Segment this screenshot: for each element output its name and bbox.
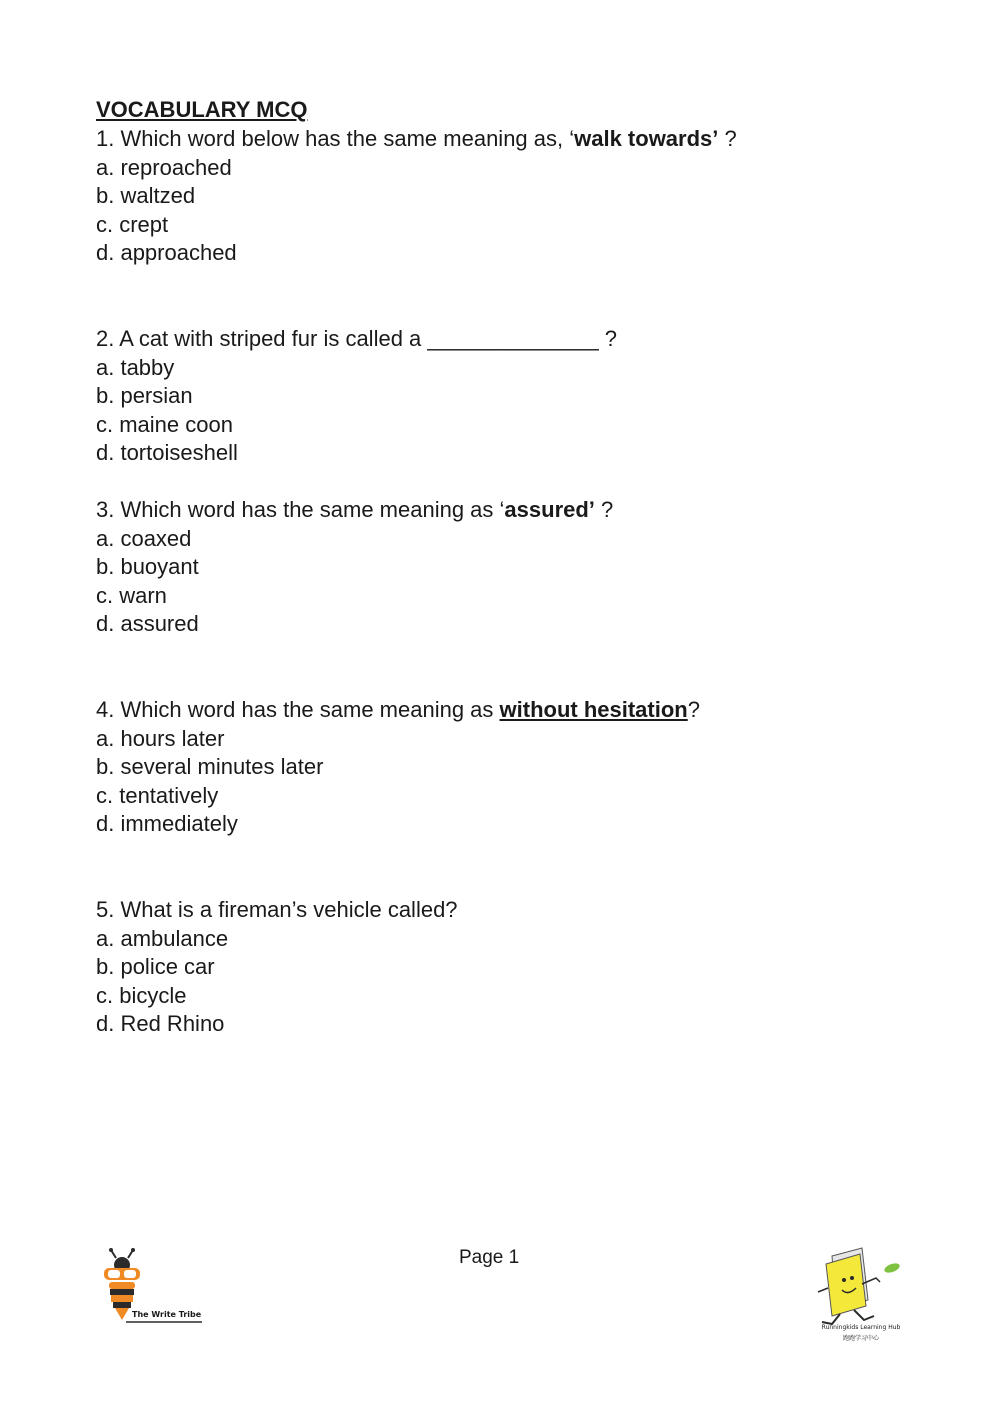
question-1-option-a: a. reproached bbox=[96, 155, 232, 180]
write-tribe-logo-text: The Write Tribe bbox=[132, 1310, 202, 1319]
question-4-option-d: d. immediately bbox=[96, 811, 238, 836]
question-3-text: 3. Which word has the same meaning as ‘ bbox=[96, 497, 505, 522]
question-4-text: 4. Which word has the same meaning as bbox=[96, 697, 500, 722]
question-1-keyword: walk towards’ bbox=[574, 126, 719, 151]
question-3-end: ? bbox=[594, 497, 614, 522]
question-2-option-c: c. maine coon bbox=[96, 412, 233, 437]
question-4-option-c: c. tentatively bbox=[96, 783, 219, 808]
question-4-end: ? bbox=[687, 697, 700, 722]
question-3-option-d: d. assured bbox=[96, 611, 199, 636]
question-2-option-d: d. tortoiseshell bbox=[96, 440, 238, 465]
question-3-option-a: a. coaxed bbox=[96, 526, 192, 551]
question-2: 2. A cat with striped fur is called a ______________ ? bbox=[96, 326, 618, 351]
question-3 bbox=[96, 496, 613, 524]
question-1-option-b: b. waltzed bbox=[96, 183, 196, 208]
runningkids-logo bbox=[806, 1244, 916, 1344]
question-1 bbox=[96, 125, 737, 153]
question-2-option-a: a. tabby bbox=[96, 355, 175, 380]
write-tribe-logo bbox=[96, 1248, 208, 1328]
question-1-text: 1. Which word below has the same meaning as, ‘ bbox=[96, 126, 575, 151]
question-4-option-a: a. hours later bbox=[96, 726, 225, 751]
question-5-option-a: a. ambulance bbox=[96, 926, 229, 951]
question-4 bbox=[96, 696, 700, 724]
runningkids-logo-text: Runningkids Learning Hub bbox=[821, 1324, 901, 1331]
question-2-option-b: b. persian bbox=[96, 383, 193, 408]
question-1-option-c: c. crept bbox=[96, 212, 169, 237]
question-1-end: ? bbox=[718, 126, 737, 151]
question-5-option-c: c. bicycle bbox=[96, 983, 187, 1008]
page-number: Page 1 bbox=[459, 1247, 520, 1268]
worksheet-title: VOCABULARY MCQ bbox=[96, 97, 308, 122]
question-5-option-d: d. Red Rhino bbox=[96, 1011, 225, 1036]
question-3-option-b: b. buoyant bbox=[96, 554, 199, 579]
question-3-keyword: assured’ bbox=[504, 497, 595, 522]
question-5: 5. What is a fireman’s vehicle called? bbox=[96, 897, 458, 922]
runningkids-logo-subtext: 跑跑学习中心 bbox=[842, 1335, 879, 1342]
question-1-option-d: d. approached bbox=[96, 240, 237, 265]
question-3-option-c: c. warn bbox=[96, 583, 167, 608]
question-4-keyword: without hesitation bbox=[499, 697, 688, 722]
question-4-option-b: b. several minutes later bbox=[96, 754, 324, 779]
question-5-option-b: b. police car bbox=[96, 954, 215, 979]
